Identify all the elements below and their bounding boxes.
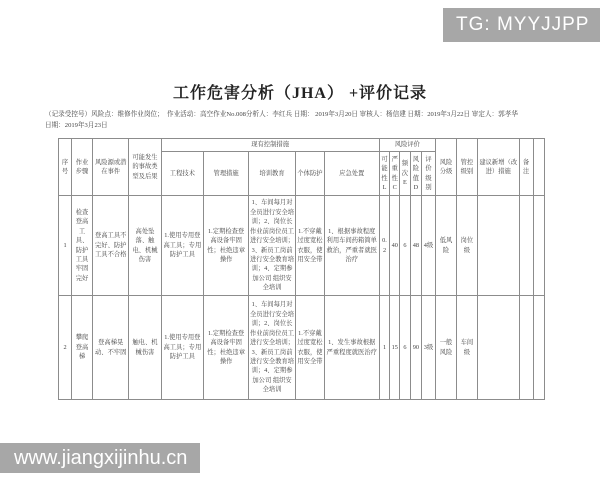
- cell-frequency: 6: [400, 196, 411, 296]
- cell-emergency: 1、根据事故程度利用车间药箱简单救治，严重者就医治疗: [324, 196, 379, 296]
- col-header-control-level: 管控级别: [456, 139, 477, 196]
- cell-risk-grade: 一般风险: [436, 296, 457, 400]
- cell-risk-value: 48: [410, 196, 421, 296]
- cell-severity: 40: [390, 196, 400, 296]
- cell-likelihood: 1: [379, 296, 390, 400]
- cell-severity: 15: [390, 296, 400, 400]
- col-header-step: 作业步骤: [72, 139, 93, 196]
- cell-ppe: 1.不穿戴过度宽松衣服，使用安全带: [296, 296, 325, 400]
- cell-seq: 2: [59, 296, 72, 400]
- table-row: [59, 196, 545, 296]
- col-header-risk-grade: 风险分级: [436, 139, 457, 196]
- cell-training: 1、车间每月对全员进行安全培训；2、岗位长作业前岗位员工进行安全培训；3、新员工岗前进行安全教育培训；4、定期参加公司 组织安全培训: [248, 296, 295, 400]
- cell-hazard: 登高工具不完好、防护工具不合格: [93, 196, 129, 296]
- cell-eval-level: 4级: [421, 196, 435, 296]
- col-header-blank: [533, 139, 544, 196]
- cell-remark: [519, 296, 533, 400]
- cell-ppe: 1.不穿戴过度宽松衣服，使用安全带: [296, 196, 325, 296]
- cell-training: 1、车间每月对全员进行安全培训；2、岗位长作业前岗位员工进行安全培训；3、新员工岗前进行安全教育培训；4、定期参加公司 组织安全培训: [248, 196, 295, 296]
- cell-blank: [533, 196, 544, 296]
- watermark-bottom-left: www.jiangxijinhu.cn: [0, 443, 200, 473]
- cell-blank: [533, 296, 544, 400]
- cell-step: 攀爬登高梯: [72, 296, 93, 400]
- table-row: [59, 296, 545, 400]
- cell-emergency: 1、发生事故根据严重程度就医治疗: [324, 296, 379, 400]
- cell-risk-value: 90: [410, 296, 421, 400]
- cell-management: 1.定期检查登高设备牢固性；杜绝违章操作: [204, 196, 249, 296]
- col-header-likelihood: 可能性L: [379, 152, 390, 196]
- cell-control-level: 岗位级: [456, 196, 477, 296]
- col-header-frequency: 频次E: [400, 152, 411, 196]
- cell-control-level: 车间级: [456, 296, 477, 400]
- cell-frequency: 6: [400, 296, 411, 400]
- col-header-accident: 可能发生的事故类型及后果: [129, 139, 161, 196]
- col-group-risk-evaluation: 风险评价: [379, 139, 435, 152]
- col-header-eval-level: 评价级别: [421, 152, 435, 196]
- col-header-hazard: 风险源或潜在事件: [93, 139, 129, 196]
- cell-step: 检查登高工具、防护工具牢固完好: [72, 196, 93, 296]
- watermark-top-right: TG: MYYJJPP: [443, 8, 600, 42]
- cell-accident: 高处坠落、触电、机械伤害: [129, 196, 161, 296]
- cell-accident: 触电、机械伤害: [129, 296, 161, 400]
- col-header-suggestion: 建议新增（改进）措施: [477, 139, 519, 196]
- page-title: 工作危害分析（JHA） +评价记录: [172, 85, 428, 102]
- col-header-risk-value: 风险值D: [410, 152, 421, 196]
- cell-engineering: 1.使用专用登高工具；专用防护工具: [161, 296, 204, 400]
- cell-remark: [519, 196, 533, 296]
- cell-eval-level: 3级: [421, 296, 435, 400]
- col-header-remark: 备注: [519, 139, 533, 196]
- meta-line-2: 日期：2019年3月23日: [45, 121, 108, 129]
- cell-engineering: 1.使用专用登高工具；专用防护工具: [161, 196, 204, 296]
- col-header-emergency: 应急处置: [324, 152, 379, 196]
- cell-seq: 1: [59, 196, 72, 296]
- col-header-training: 培训教育: [248, 152, 295, 196]
- col-header-ppe: 个体防护: [296, 152, 325, 196]
- header-group-row: [59, 139, 545, 152]
- cell-risk-grade: 低风险: [436, 196, 457, 296]
- col-header-engineering: 工程技术: [161, 152, 204, 196]
- cell-suggestion: [477, 196, 519, 296]
- col-header-seq: 序号: [59, 139, 72, 196]
- record-meta: [45, 110, 562, 132]
- meta-line-1: （记录受控号）风险点：维修作业岗位； 作业活动：高空作业No.008分析人：李红兵 日期： 2019年3月20日 审核人：杨信建 日期：2019年3月22日 审定人：郭孝华: [45, 111, 518, 118]
- jha-table: [58, 138, 545, 400]
- cell-management: 1.定期检查登高设备牢固性；杜绝违章操作: [204, 296, 249, 400]
- col-header-severity: 严重性C: [390, 152, 400, 196]
- col-group-existing-controls: 现有控制措施: [161, 139, 379, 152]
- cell-likelihood: 0.2: [379, 196, 390, 296]
- col-header-management: 管理措施: [204, 152, 249, 196]
- cell-hazard: 登高梯晃动、不牢固: [93, 296, 129, 400]
- cell-suggestion: [477, 296, 519, 400]
